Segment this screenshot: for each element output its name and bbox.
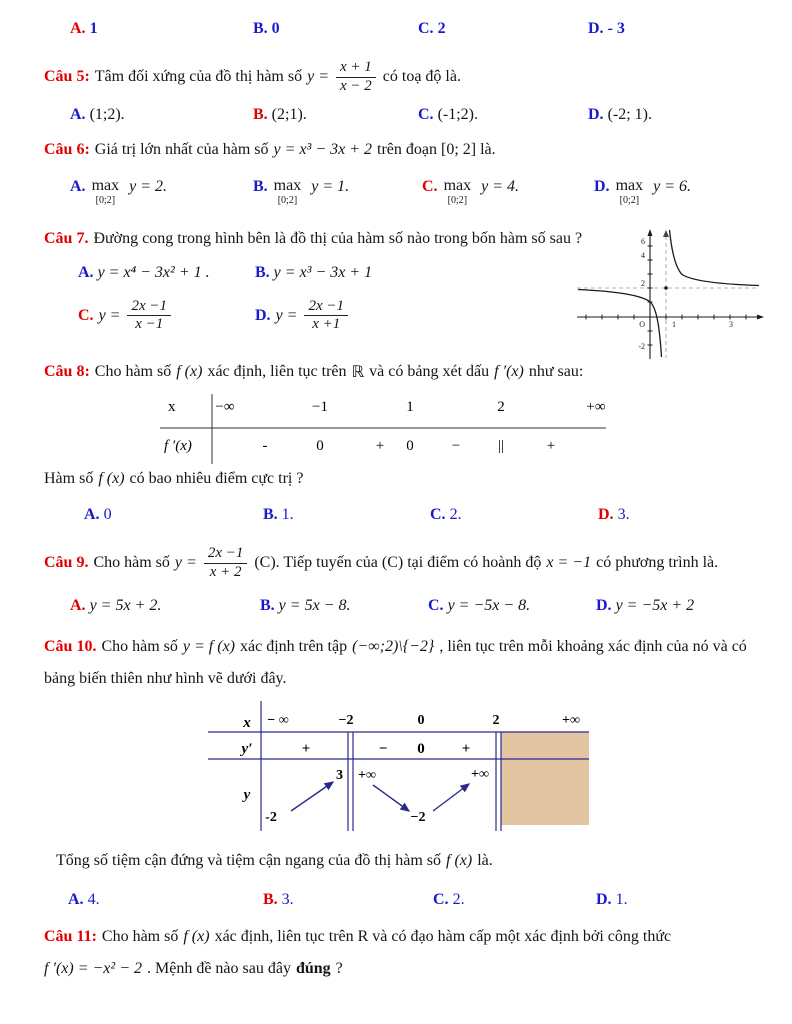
max-operator xyxy=(274,178,302,206)
option-value: (-2; 1). xyxy=(607,106,652,123)
y-axis-arrowhead xyxy=(648,229,653,236)
math-expression: f (x) xyxy=(98,470,125,487)
option-value: (1;2). xyxy=(89,106,125,123)
q7-option-d xyxy=(255,298,350,334)
option-letter: C. xyxy=(418,20,434,37)
math-expression: f (x) xyxy=(176,363,203,380)
x-value: 1 xyxy=(406,399,414,415)
fraction-numerator: 2x −1 xyxy=(204,545,248,563)
x-row-label: x xyxy=(243,715,251,731)
question-label: Câu 7. xyxy=(44,230,89,247)
option-letter: C. xyxy=(422,178,438,195)
option-value: y = 1. xyxy=(311,178,350,195)
sign-value: + xyxy=(301,741,311,757)
sign-value: + xyxy=(546,438,556,454)
question-text: Cho hàm số xyxy=(93,554,170,571)
q4-option-d xyxy=(588,20,625,38)
x-axis-arrowhead xyxy=(757,315,764,320)
q11-title-line1 xyxy=(44,928,671,946)
q7-option-c xyxy=(78,298,173,334)
option-letter: B. xyxy=(253,20,268,37)
sign-value: 0 xyxy=(406,438,414,454)
option-value: 0 xyxy=(271,20,280,37)
option-letter: D. xyxy=(596,891,612,908)
hyperbola-graph xyxy=(573,226,767,366)
option-value: y = −5x − 8. xyxy=(447,597,531,614)
question-text: Tâm đối xứng của đồ thị hàm số xyxy=(94,68,303,85)
max-domain: [0;2] xyxy=(619,195,640,206)
max-domain: [0;2] xyxy=(447,195,468,206)
option-letter: B. xyxy=(253,106,268,123)
option-value: 1. xyxy=(615,891,628,908)
question-text: như sau: xyxy=(528,363,584,380)
q9-option-a xyxy=(70,597,161,615)
question-text: Hàm số xyxy=(44,470,94,487)
question-text: có phương trình là. xyxy=(596,554,719,571)
question-text: Cho hàm số xyxy=(94,363,172,380)
fraction-denominator: x +1 xyxy=(312,316,341,333)
option-letter: C. xyxy=(430,506,446,523)
q6-option-c xyxy=(422,178,519,206)
question-label: Câu 8: xyxy=(44,363,90,380)
option-letter: B. xyxy=(260,597,275,614)
x-value: 2 xyxy=(497,399,505,415)
option-value: - 3 xyxy=(607,20,625,37)
q5-option-c xyxy=(418,106,478,124)
option-value: (2;1). xyxy=(271,106,307,123)
max-label: max xyxy=(273,177,302,194)
q8-sign-table xyxy=(148,392,613,471)
q10-variation-table xyxy=(203,699,595,844)
option-value: 2. xyxy=(449,506,462,523)
math-expression: f (x) xyxy=(446,852,473,869)
question-text: có bao nhiêu điểm cực trị ? xyxy=(129,470,304,487)
fraction-numerator: 2x −1 xyxy=(127,298,171,316)
fraction-denominator: x + 2 xyxy=(209,563,242,580)
math-expression: f ′(x) = −x² − 2 xyxy=(44,960,142,977)
y-value-peak: 3 xyxy=(336,768,343,783)
q8-option-d xyxy=(598,506,630,524)
q8-question xyxy=(44,470,303,488)
question-text: Cho hàm số xyxy=(101,638,178,655)
x3-label: 3 xyxy=(729,320,733,329)
option-value: y = 5x − 8. xyxy=(278,597,351,614)
question-text: có toạ độ là. xyxy=(382,68,461,85)
sign-value: + xyxy=(375,438,385,454)
y-value-after-pole: +∞ xyxy=(358,768,376,783)
option-letter: D. xyxy=(588,106,604,123)
option-letter: D. xyxy=(596,597,612,614)
question-text: và có bảng xét dấu xyxy=(369,363,490,380)
math-expression: y = xyxy=(307,68,329,85)
q8-title xyxy=(44,362,583,382)
option-letter: A. xyxy=(78,264,94,281)
question-text: xác định, liên tục trên xyxy=(207,363,347,380)
fraction xyxy=(304,298,348,334)
option-value: y = x⁴ − 3x² + 1 . xyxy=(97,264,210,281)
q9-options-row xyxy=(0,597,792,619)
q7-graph xyxy=(573,226,767,371)
option-value: y = x³ − 3x + 1 xyxy=(273,264,373,281)
increase-arrow-1 xyxy=(291,782,333,811)
x-value: −1 xyxy=(312,399,328,415)
option-value: 1 xyxy=(89,20,98,37)
q7-option-b xyxy=(255,264,372,282)
question-text: Giá trị lớn nhất của hàm số xyxy=(94,141,269,158)
math-expression: x = −1 xyxy=(546,554,592,571)
increase-arrow-2 xyxy=(433,784,469,811)
option-letter: B. xyxy=(255,264,270,281)
option-letter: A. xyxy=(70,597,86,614)
question-text: ? xyxy=(335,960,343,977)
q8-option-a xyxy=(84,506,112,524)
double-bar: || xyxy=(497,438,505,454)
max-label: max xyxy=(615,177,644,194)
question-text: Cho hàm số xyxy=(101,928,179,945)
question-text: Tổng số tiệm cận đứng và tiệm cận ngang của đồ thị hàm số xyxy=(56,852,442,869)
option-letter: C. xyxy=(433,891,449,908)
q6-option-b xyxy=(253,178,349,206)
q10-option-a xyxy=(68,891,100,909)
q5-options-row xyxy=(0,106,792,128)
q6-option-a xyxy=(70,178,167,206)
sign-value: − xyxy=(451,438,461,454)
q7-options-row-1 xyxy=(0,264,560,286)
option-letter: C. xyxy=(78,306,94,324)
option-letter: B. xyxy=(263,891,278,908)
x-value: −∞ xyxy=(215,399,235,415)
q10-question xyxy=(56,852,493,870)
sign-value: − xyxy=(378,741,388,757)
option-letter: C. xyxy=(428,597,444,614)
option-value: 2 xyxy=(437,20,446,37)
question-text: . Mệnh đề nào sau đây xyxy=(147,960,291,977)
x-value: − ∞ xyxy=(267,713,289,728)
option-letter: C. xyxy=(418,106,434,123)
option-value: y = −5x + 2 xyxy=(615,597,695,614)
q4-option-b xyxy=(253,20,280,38)
fraction-denominator: x −1 xyxy=(135,316,164,333)
max-operator xyxy=(92,178,120,206)
option-letter: A. xyxy=(84,506,100,523)
emphasized-word: đúng xyxy=(295,960,331,977)
option-letter: A. xyxy=(68,891,84,908)
option-letter: B. xyxy=(253,178,268,195)
q8-options-row xyxy=(0,506,792,528)
q10-option-c xyxy=(433,891,465,909)
fraction-denominator: x − 2 xyxy=(340,77,372,94)
q5-title xyxy=(44,55,461,99)
sign-value: - xyxy=(262,438,268,454)
math-expression: y = f (x) xyxy=(182,638,236,655)
option-letter: A. xyxy=(70,106,86,123)
q6-option-d xyxy=(594,178,691,206)
yneg2-label: -2 xyxy=(638,342,645,351)
fraction-numerator: x + 1 xyxy=(336,59,376,77)
option-value: y = 5x + 2. xyxy=(89,597,162,614)
x-value: +∞ xyxy=(562,713,580,728)
y2-label: 2 xyxy=(641,279,645,288)
fraction xyxy=(204,545,248,581)
q10-options-row xyxy=(0,891,792,913)
variation-table-svg xyxy=(203,699,595,839)
y-row-label: y xyxy=(243,787,251,803)
math-expression: y = xyxy=(174,554,197,571)
option-value: 2. xyxy=(452,891,465,908)
sign-table-svg xyxy=(148,392,613,466)
curve-left-branch xyxy=(578,290,662,358)
option-letter: A. xyxy=(70,178,86,195)
option-letter: B. xyxy=(263,506,278,523)
asymptote-arrowhead xyxy=(663,230,669,237)
y-value-end: +∞ xyxy=(471,767,489,782)
max-label: max xyxy=(443,177,472,194)
max-label: max xyxy=(91,177,120,194)
q9-option-d xyxy=(596,597,694,615)
option-letter: D. xyxy=(598,506,614,523)
question-text: xác định, liên tục trên R và có đạo hàm cấp một xác định bởi công thức xyxy=(214,928,672,945)
option-value: y = 2. xyxy=(129,178,168,195)
question-text: là. xyxy=(477,852,493,869)
option-letter: D. xyxy=(588,20,604,37)
math-expression: f ′(x) xyxy=(494,363,524,380)
y-value-min: −2 xyxy=(410,810,426,825)
q6-options-row xyxy=(0,178,792,214)
q9-title xyxy=(44,541,718,585)
fraction xyxy=(127,298,171,334)
question-text: xác định trên tập xyxy=(240,638,348,655)
x-value: +∞ xyxy=(586,399,606,415)
option-value: y = 6. xyxy=(653,178,692,195)
x-value: −2 xyxy=(338,713,354,728)
sign-value: + xyxy=(461,741,471,757)
max-domain: [0;2] xyxy=(95,195,116,206)
q5-option-d xyxy=(588,106,652,124)
row2-label: f ′(x) xyxy=(164,438,192,454)
fraction xyxy=(336,59,376,95)
question-text: Đường cong trong hình bên là đồ thị của hàm số nào trong bốn hàm số sau ? xyxy=(93,230,583,247)
math-expression: y = xyxy=(275,306,298,324)
q8-option-b xyxy=(263,506,294,524)
real-numbers-symbol: ℝ xyxy=(351,364,365,381)
decrease-arrow xyxy=(373,785,409,811)
option-value: y = 4. xyxy=(481,178,520,195)
question-label: Câu 6: xyxy=(44,141,90,158)
point-1-2 xyxy=(664,286,668,290)
y6-label: 6 xyxy=(641,237,645,246)
row1-label: x xyxy=(168,399,176,415)
math-expression: y = x³ − 3x + 2 xyxy=(273,141,373,158)
math-expression: (−∞;2)\{−2} xyxy=(352,638,435,655)
question-text: trên đoạn [0; 2] là. xyxy=(377,141,496,158)
x-value: 0 xyxy=(417,713,425,728)
q7-options-row-2 xyxy=(0,298,560,346)
q4-options-row xyxy=(0,20,792,42)
option-letter: A. xyxy=(70,20,86,37)
option-value: 3. xyxy=(617,506,630,523)
x-value: 2 xyxy=(492,713,500,728)
max-domain: [0;2] xyxy=(277,195,298,206)
option-value: 3. xyxy=(281,891,294,908)
q10-title-line1 xyxy=(44,638,747,656)
option-letter: D. xyxy=(594,178,610,195)
question-label: Câu 9. xyxy=(44,554,89,571)
option-letter: D. xyxy=(255,306,271,324)
q5-option-a xyxy=(70,106,125,124)
question-text: , liên tục trên mỗi khoảng xác định của nó và có xyxy=(439,638,747,655)
q5-option-b xyxy=(253,106,307,124)
q6-title xyxy=(44,141,496,159)
option-value: 4. xyxy=(87,891,100,908)
option-value: (-1;2). xyxy=(437,106,478,123)
q7-option-a xyxy=(78,264,210,282)
yprime-row-label: y′ xyxy=(241,741,253,757)
origin-label: O xyxy=(639,320,645,329)
sign-value: 0 xyxy=(316,438,324,454)
q9-option-c xyxy=(428,597,530,615)
option-value: 0 xyxy=(103,506,112,523)
max-operator xyxy=(444,178,472,206)
q10-option-b xyxy=(263,891,294,909)
q4-option-c xyxy=(418,20,446,38)
question-label: Câu 11: xyxy=(44,928,97,945)
y4-label: 4 xyxy=(641,251,645,260)
question-text: (C). Tiếp tuyến của (C) tại điểm có hoành độ xyxy=(254,554,542,571)
q8-option-c xyxy=(430,506,462,524)
math-expression: y = xyxy=(98,306,121,324)
q10-option-d xyxy=(596,891,628,909)
q11-title-line2 xyxy=(44,960,343,978)
math-expression: f (x) xyxy=(183,928,210,945)
curve-right-branch xyxy=(670,230,760,286)
undefined-region-shade xyxy=(501,732,589,825)
x1-label: 1 xyxy=(672,320,676,329)
sign-value: 0 xyxy=(417,741,425,757)
question-text: bảng biến thiên như hình vẽ dưới đây. xyxy=(44,670,287,687)
max-operator xyxy=(616,178,644,206)
fraction-numerator: 2x −1 xyxy=(304,298,348,316)
q9-option-b xyxy=(260,597,350,615)
question-label: Câu 5: xyxy=(44,68,90,85)
q7-title xyxy=(44,230,582,248)
y-value-start: -2 xyxy=(265,810,277,825)
q10-title-line2 xyxy=(44,670,287,688)
q4-option-a xyxy=(70,20,98,38)
question-label: Câu 10. xyxy=(44,638,97,655)
option-value: 1. xyxy=(281,506,294,523)
